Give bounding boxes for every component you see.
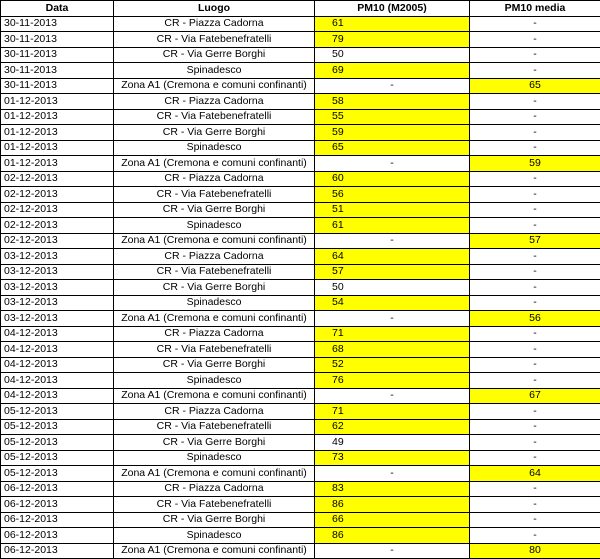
cell-place: CR - Via Fatebenefratelli bbox=[114, 497, 315, 513]
cell-place: CR - Via Fatebenefratelli bbox=[114, 187, 315, 203]
cell-place: Zona A1 (Cremona e comuni confinanti) bbox=[114, 466, 315, 482]
cell-pm10: 58 bbox=[315, 94, 470, 110]
cell-date: 04-12-2013 bbox=[1, 326, 114, 342]
table-row bbox=[1, 94, 600, 110]
cell-place: Spinadesco bbox=[114, 450, 315, 466]
cell-pm10: 64 bbox=[315, 249, 470, 265]
table-row bbox=[1, 326, 600, 342]
table-row bbox=[1, 233, 600, 249]
cell-place: Zona A1 (Cremona e comuni confinanti) bbox=[114, 78, 315, 94]
cell-date: 02-12-2013 bbox=[1, 202, 114, 218]
cell-pm10: - bbox=[315, 156, 470, 172]
cell-date: 05-12-2013 bbox=[1, 419, 114, 435]
table-row bbox=[1, 47, 600, 63]
table-body bbox=[1, 16, 600, 559]
table-row bbox=[1, 388, 600, 404]
cell-pm10: 50 bbox=[315, 47, 470, 63]
cell-place: CR - Piazza Cadorna bbox=[114, 481, 315, 497]
cell-pm10-avg: - bbox=[470, 373, 600, 389]
cell-date: 02-12-2013 bbox=[1, 187, 114, 203]
table-row bbox=[1, 202, 600, 218]
table-row bbox=[1, 140, 600, 156]
cell-place: Zona A1 (Cremona e comuni confinanti) bbox=[114, 156, 315, 172]
cell-pm10-avg: - bbox=[470, 187, 600, 203]
cell-date: 30-11-2013 bbox=[1, 63, 114, 79]
cell-pm10-avg: - bbox=[470, 280, 600, 296]
cell-date: 04-12-2013 bbox=[1, 373, 114, 389]
cell-date: 03-12-2013 bbox=[1, 264, 114, 280]
header-place: Luogo bbox=[114, 1, 315, 17]
cell-pm10-avg: - bbox=[470, 497, 600, 513]
table-row bbox=[1, 249, 600, 265]
cell-place: CR - Via Gerre Borghi bbox=[114, 512, 315, 528]
table-row bbox=[1, 109, 600, 125]
cell-date: 02-12-2013 bbox=[1, 233, 114, 249]
cell-date: 05-12-2013 bbox=[1, 435, 114, 451]
cell-pm10-avg: - bbox=[470, 528, 600, 544]
cell-date: 01-12-2013 bbox=[1, 109, 114, 125]
cell-pm10-avg: - bbox=[470, 218, 600, 234]
cell-pm10-avg: - bbox=[470, 450, 600, 466]
cell-pm10-avg: 64 bbox=[470, 466, 600, 482]
table-row bbox=[1, 373, 600, 389]
table-row bbox=[1, 295, 600, 311]
cell-pm10-avg: - bbox=[470, 249, 600, 265]
cell-pm10: 61 bbox=[315, 16, 470, 32]
cell-pm10-avg: 59 bbox=[470, 156, 600, 172]
cell-date: 03-12-2013 bbox=[1, 311, 114, 327]
cell-place: Spinadesco bbox=[114, 63, 315, 79]
cell-pm10: 56 bbox=[315, 187, 470, 203]
cell-date: 30-11-2013 bbox=[1, 16, 114, 32]
cell-place: CR - Via Fatebenefratelli bbox=[114, 264, 315, 280]
cell-date: 01-12-2013 bbox=[1, 125, 114, 141]
cell-pm10-avg: - bbox=[470, 419, 600, 435]
cell-date: 04-12-2013 bbox=[1, 342, 114, 358]
cell-pm10: 61 bbox=[315, 218, 470, 234]
cell-pm10: 62 bbox=[315, 419, 470, 435]
cell-place: Spinadesco bbox=[114, 218, 315, 234]
cell-pm10: 52 bbox=[315, 357, 470, 373]
cell-pm10-avg: - bbox=[470, 481, 600, 497]
cell-date: 02-12-2013 bbox=[1, 218, 114, 234]
cell-pm10: 60 bbox=[315, 171, 470, 187]
cell-pm10-avg: - bbox=[470, 512, 600, 528]
cell-date: 06-12-2013 bbox=[1, 497, 114, 513]
cell-date: 05-12-2013 bbox=[1, 404, 114, 420]
cell-place: CR - Piazza Cadorna bbox=[114, 171, 315, 187]
header-row bbox=[1, 1, 600, 17]
header-pm10-avg: PM10 media bbox=[470, 1, 600, 17]
cell-pm10-avg: - bbox=[470, 47, 600, 63]
cell-date: 01-12-2013 bbox=[1, 156, 114, 172]
cell-pm10: 69 bbox=[315, 63, 470, 79]
cell-pm10-avg: - bbox=[470, 171, 600, 187]
cell-date: 04-12-2013 bbox=[1, 388, 114, 404]
cell-pm10-avg: - bbox=[470, 109, 600, 125]
cell-date: 01-12-2013 bbox=[1, 140, 114, 156]
cell-pm10: - bbox=[315, 543, 470, 559]
table-row bbox=[1, 528, 600, 544]
cell-place: Spinadesco bbox=[114, 140, 315, 156]
cell-pm10-avg: - bbox=[470, 16, 600, 32]
table-row bbox=[1, 171, 600, 187]
cell-pm10: 50 bbox=[315, 280, 470, 296]
cell-pm10-avg: - bbox=[470, 202, 600, 218]
table-row bbox=[1, 187, 600, 203]
cell-date: 02-12-2013 bbox=[1, 171, 114, 187]
cell-pm10-avg: - bbox=[470, 264, 600, 280]
cell-date: 06-12-2013 bbox=[1, 528, 114, 544]
cell-pm10: 83 bbox=[315, 481, 470, 497]
cell-pm10: - bbox=[315, 233, 470, 249]
table-row bbox=[1, 357, 600, 373]
cell-date: 06-12-2013 bbox=[1, 481, 114, 497]
table-row bbox=[1, 32, 600, 48]
cell-place: Spinadesco bbox=[114, 373, 315, 389]
cell-pm10: 86 bbox=[315, 497, 470, 513]
header-date: Data bbox=[1, 1, 114, 17]
cell-place: Spinadesco bbox=[114, 528, 315, 544]
cell-place: Zona A1 (Cremona e comuni confinanti) bbox=[114, 233, 315, 249]
cell-pm10-avg: 67 bbox=[470, 388, 600, 404]
cell-pm10: - bbox=[315, 78, 470, 94]
cell-pm10: - bbox=[315, 388, 470, 404]
table-row bbox=[1, 218, 600, 234]
cell-place: CR - Via Gerre Borghi bbox=[114, 357, 315, 373]
cell-pm10: 76 bbox=[315, 373, 470, 389]
table-row bbox=[1, 419, 600, 435]
cell-date: 06-12-2013 bbox=[1, 543, 114, 559]
cell-place: CR - Via Gerre Borghi bbox=[114, 280, 315, 296]
cell-date: 05-12-2013 bbox=[1, 450, 114, 466]
table-row bbox=[1, 264, 600, 280]
cell-pm10-avg: - bbox=[470, 326, 600, 342]
cell-pm10: 66 bbox=[315, 512, 470, 528]
table-row bbox=[1, 543, 600, 559]
cell-pm10-avg: - bbox=[470, 435, 600, 451]
table-row bbox=[1, 342, 600, 358]
cell-date: 04-12-2013 bbox=[1, 357, 114, 373]
table-row bbox=[1, 481, 600, 497]
cell-pm10: 68 bbox=[315, 342, 470, 358]
cell-pm10: 54 bbox=[315, 295, 470, 311]
cell-date: 30-11-2013 bbox=[1, 78, 114, 94]
cell-place: CR - Piazza Cadorna bbox=[114, 326, 315, 342]
cell-pm10-avg: - bbox=[470, 140, 600, 156]
cell-pm10-avg: - bbox=[470, 342, 600, 358]
cell-pm10: 55 bbox=[315, 109, 470, 125]
cell-place: CR - Via Gerre Borghi bbox=[114, 125, 315, 141]
header-pm10: PM10 (M2005) bbox=[315, 1, 470, 17]
cell-place: CR - Piazza Cadorna bbox=[114, 249, 315, 265]
table-row bbox=[1, 63, 600, 79]
cell-pm10-avg: - bbox=[470, 32, 600, 48]
cell-date: 30-11-2013 bbox=[1, 32, 114, 48]
table-row bbox=[1, 78, 600, 94]
cell-place: Zona A1 (Cremona e comuni confinanti) bbox=[114, 543, 315, 559]
cell-pm10: 71 bbox=[315, 404, 470, 420]
cell-pm10: - bbox=[315, 466, 470, 482]
cell-pm10-avg: - bbox=[470, 94, 600, 110]
cell-pm10-avg: - bbox=[470, 404, 600, 420]
cell-place: Zona A1 (Cremona e comuni confinanti) bbox=[114, 311, 315, 327]
cell-date: 30-11-2013 bbox=[1, 47, 114, 63]
cell-date: 01-12-2013 bbox=[1, 94, 114, 110]
cell-date: 03-12-2013 bbox=[1, 249, 114, 265]
cell-date: 06-12-2013 bbox=[1, 512, 114, 528]
cell-pm10: 73 bbox=[315, 450, 470, 466]
cell-pm10: 57 bbox=[315, 264, 470, 280]
cell-pm10: 79 bbox=[315, 32, 470, 48]
cell-pm10-avg: - bbox=[470, 63, 600, 79]
cell-pm10-avg: 57 bbox=[470, 233, 600, 249]
table-row bbox=[1, 16, 600, 32]
cell-pm10: 65 bbox=[315, 140, 470, 156]
cell-pm10: 59 bbox=[315, 125, 470, 141]
table-row bbox=[1, 404, 600, 420]
cell-place: CR - Piazza Cadorna bbox=[114, 94, 315, 110]
cell-place: CR - Via Gerre Borghi bbox=[114, 435, 315, 451]
cell-pm10-avg: - bbox=[470, 357, 600, 373]
cell-place: CR - Via Gerre Borghi bbox=[114, 202, 315, 218]
cell-pm10-avg: - bbox=[470, 125, 600, 141]
cell-place: CR - Piazza Cadorna bbox=[114, 404, 315, 420]
cell-pm10-avg: 65 bbox=[470, 78, 600, 94]
table-row bbox=[1, 156, 600, 172]
cell-date: 05-12-2013 bbox=[1, 466, 114, 482]
cell-place: CR - Via Fatebenefratelli bbox=[114, 419, 315, 435]
table-row bbox=[1, 450, 600, 466]
cell-pm10-avg: 80 bbox=[470, 543, 600, 559]
table-row bbox=[1, 435, 600, 451]
cell-place: CR - Via Fatebenefratelli bbox=[114, 109, 315, 125]
cell-pm10: 49 bbox=[315, 435, 470, 451]
cell-pm10-avg: - bbox=[470, 295, 600, 311]
table-row bbox=[1, 125, 600, 141]
cell-place: Spinadesco bbox=[114, 295, 315, 311]
cell-place: CR - Via Gerre Borghi bbox=[114, 47, 315, 63]
cell-pm10: 86 bbox=[315, 528, 470, 544]
cell-pm10-avg: 56 bbox=[470, 311, 600, 327]
cell-pm10: - bbox=[315, 311, 470, 327]
cell-date: 03-12-2013 bbox=[1, 280, 114, 296]
cell-place: Zona A1 (Cremona e comuni confinanti) bbox=[114, 388, 315, 404]
cell-date: 03-12-2013 bbox=[1, 295, 114, 311]
table-row bbox=[1, 311, 600, 327]
cell-place: CR - Via Fatebenefratelli bbox=[114, 342, 315, 358]
cell-place: CR - Piazza Cadorna bbox=[114, 16, 315, 32]
table-row bbox=[1, 466, 600, 482]
cell-place: CR - Via Fatebenefratelli bbox=[114, 32, 315, 48]
cell-pm10: 71 bbox=[315, 326, 470, 342]
cell-pm10: 51 bbox=[315, 202, 470, 218]
table-row bbox=[1, 280, 600, 296]
table-row bbox=[1, 512, 600, 528]
